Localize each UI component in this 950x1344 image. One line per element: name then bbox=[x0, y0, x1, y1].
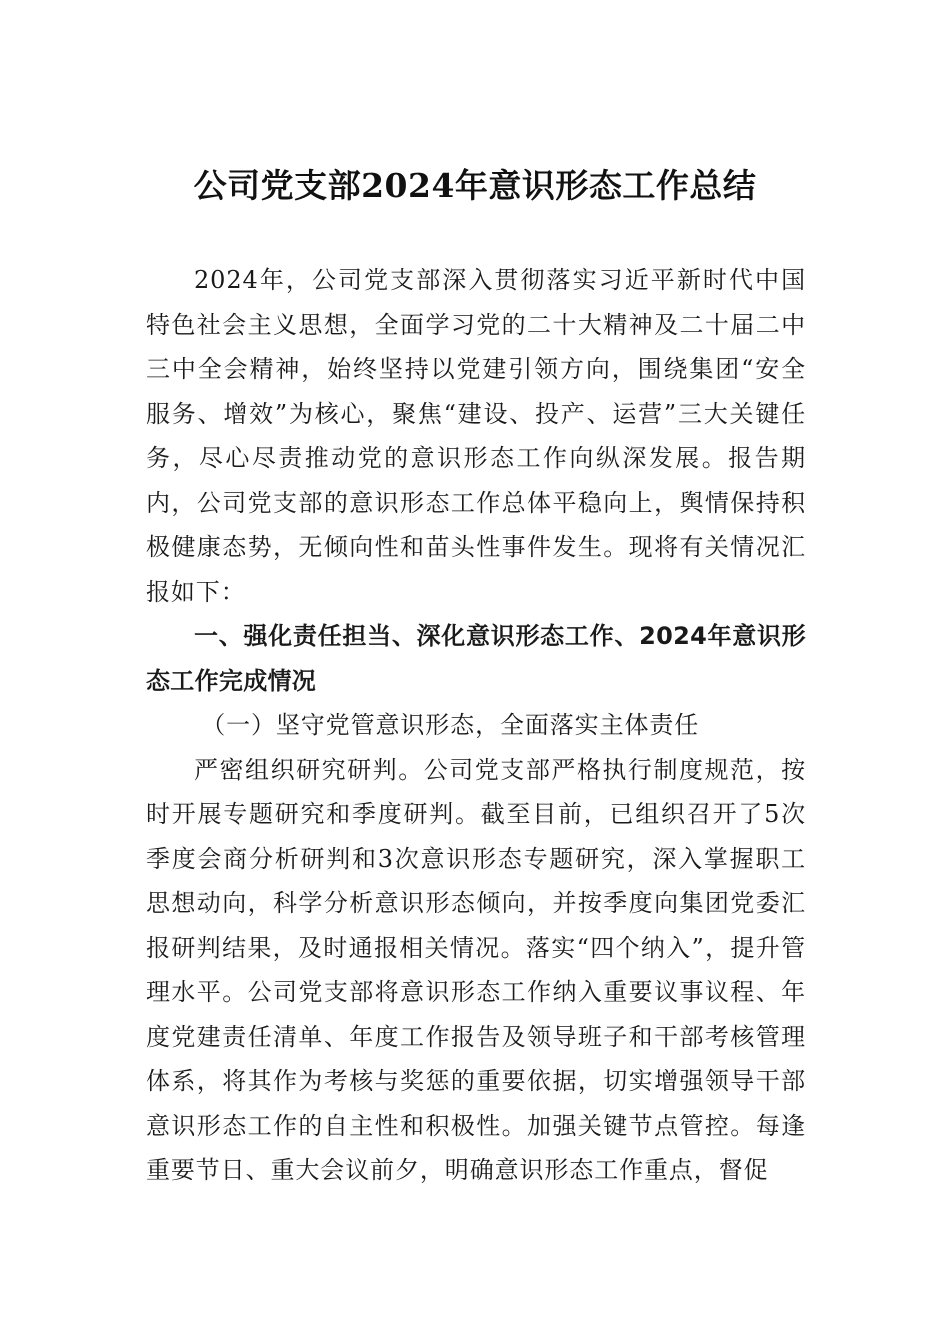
subsection-heading: （一）坚守党管意识形态，全面落实主体责任 bbox=[201, 711, 700, 739]
intro-paragraph: 2024年，公司党支部深入贯彻落实习近平新时代中国特色社会主义思想，全面学习党的二十大精神及二十届二中三中全会精神，始终坚持以党建引领方向，围绕集团“安全服务、增效”为核心，聚焦“建设、投产、运营”三大关键任务，尽心尽责推动党的意识形态工作向纵深发展。报告期内，公司党支部的意识形态工作总体平稳向上，舆情保持积极健康态势，无倾向性和苗头性事件发生。现将有关情况汇报如下： bbox=[146, 266, 806, 606]
section-heading: 一、强化责任担当、深化意识形态工作、2024年意识形态工作完成情况 bbox=[146, 622, 806, 695]
document-body bbox=[146, 258, 806, 1193]
subsection-paragraph: 严密组织研究研判。公司党支部严格执行制度规范，按时开展专题研究和季度研判。截至目前，已组织召开了5次季度会商分析研判和3次意识形态专题研究，深入掌握职工思想动向，科学分析意识形态倾向，并按季度向集团党委汇报研判结果，及时通报相关情况。落实“四个纳入”，提升管理水平。公司党支部将意识形态工作纳入重要议事议程、年度党建责任清单、年度工作报告及领导班子和干部考核管理体系，将其作为考核与奖惩的重要依据，切实增强领导干部意识形态工作的自主性和积极性。加强关键节点管控。每逢重要节日、重大会议前夕，明确意识形态工作重点，督促 bbox=[146, 755, 806, 1184]
document-title: 公司党支部2024年意识形态工作总结 bbox=[193, 166, 757, 205]
